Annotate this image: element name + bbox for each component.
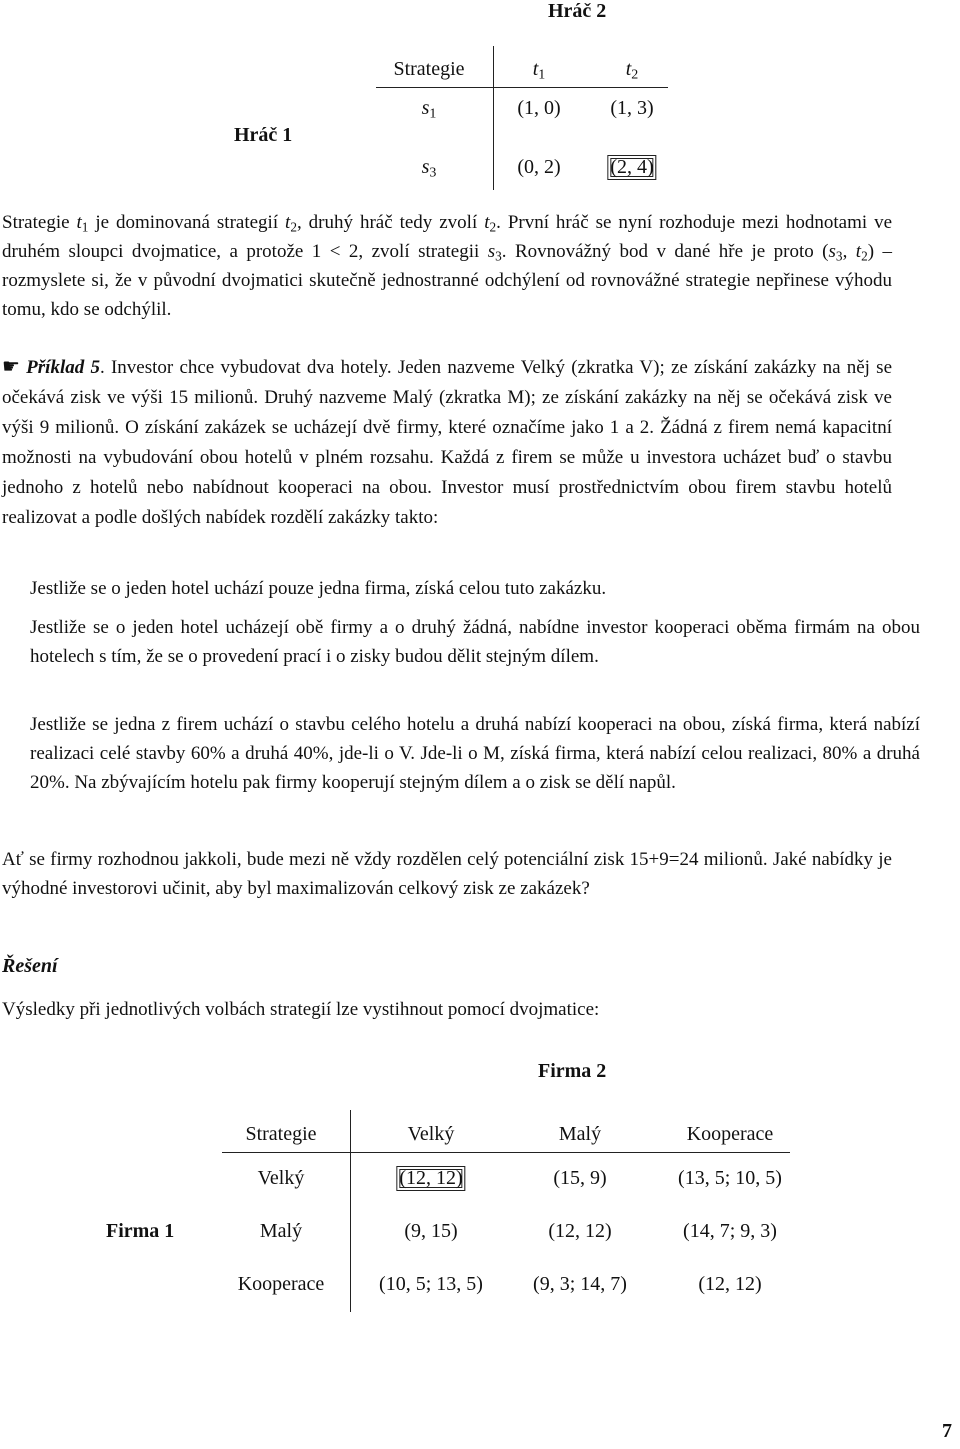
row-s3-strategy: $s_3$ [421, 156, 437, 181]
firma2-label: Firma 2 [538, 1060, 607, 1082]
paragraph-dominance: Strategie $t_1$ je dominovaná strategií $t_2$, druhý hráč tedy zvolí $t_2$. První hráč se nyní rozhoduje mezi hodnotami ve druhém sloupci dvojmatice, a protože 1 < 2, zvolí strategii $s_3$. Rovnovážný bod v dané hře je proto ($s_3$, $t_2$) – rozmyslete si, že v původní dvojmatici skutečně jednostranné odchýlení od rovnovážné strategie nepřinese výhodu tomu, kdo se odchýlil. [2, 212, 893, 320]
list-item-1: Jestliže se o jeden hotel uchází pouze jedna firma, získá celou tuto zakázku. [30, 578, 607, 599]
cell-s3-t2-equilibrium: (2, 4) [607, 155, 656, 180]
header-velky: Velký [407, 1123, 455, 1145]
list-item-2: Jestliže se o jeden hotel ucházejí obě firmy a o druhý žádná, nabídne investor kooperaci oběma firmám na obou hotelech s tím, že se o provedení prací i o zisky budou dělit stejným dílem. [30, 617, 920, 667]
row-maly-strategy: Malý [259, 1220, 303, 1242]
player1-label: Hráč 1 [234, 124, 293, 146]
cell-kooperace-kooperace: (12, 12) [698, 1273, 762, 1295]
cell-velky-velky-equilibrium: (12, 12) [396, 1166, 465, 1191]
row-velky-strategy: Velký [257, 1167, 305, 1189]
cell-s3-t1: (0, 2) [517, 156, 561, 178]
cell-maly-velky: (9, 15) [404, 1220, 458, 1242]
page-number: 7 [942, 1420, 952, 1442]
solution-text: Výsledky při jednotlivých volbách strategií lze vystihnout pomocí dvojmatice: [2, 999, 600, 1020]
cell-s1-t2: (1, 3) [610, 97, 654, 119]
cell-kooperace-maly: (9, 3; 14, 7) [533, 1273, 627, 1295]
cell-velky-maly: (15, 9) [553, 1167, 607, 1189]
header-kooperace: Kooperace [686, 1123, 774, 1145]
header-strategy: Strategie [245, 1123, 317, 1145]
cell-maly-kooperace: (14, 7; 9, 3) [683, 1220, 777, 1242]
solution-heading: Řešení [2, 955, 58, 977]
header-t2: $t_2$ [625, 58, 639, 83]
cell-kooperace-velky: (10, 5; 13, 5) [379, 1273, 483, 1295]
header-strategy: Strategie [393, 58, 465, 80]
header-t1: $t_1$ [532, 58, 546, 83]
example-label: Příklad 5 [26, 357, 100, 378]
closing-paragraph: Ať se firmy rozhodnou jakkoli, bude mezi ně vždy rozdělen celý potenciální zisk 15+9=24 milionů. Jaké nabídky je výhodné investorovi učinit, aby byl maximalizován celkový zisk ze zakázek? [2, 849, 892, 899]
example-5-text: ☛ Příklad 5. Investor chce vybudovat dva hotely. Jeden nazveme Velký (zkratka V); ze získání zakázky na něj se očekává zisk ve výši 15 milionů. Druhý nazveme Malý (zkratka M); ze získání zakázky na něj se očekává zisk ve výši 9 milionů. O získání zakázek se ucházejí dvě firmy, které označíme jako 1 a 2. Žádná z firem nemá kapacitní možnosti na vybudování obou hotelů v plném rozsahu. Každá z firem se může u investora ucházet buď o stavbu jednoho z hotelů nebo nabídnout kooperaci na obou. Investor musí prostřednictvím obou firem stavbu hotelů realizovat a podle došlých nabídek rozdělí zakázky takto: [2, 354, 892, 528]
column-divider [350, 1110, 351, 1312]
cell-s1-t1: (1, 0) [517, 97, 561, 119]
column-divider [493, 46, 494, 190]
player2-label: Hráč 2 [548, 0, 607, 22]
header-rule [222, 1152, 790, 1153]
row-kooperace-strategy: Kooperace [237, 1273, 325, 1295]
cell-velky-kooperace: (13, 5; 10, 5) [678, 1167, 782, 1189]
list-item-3: Jestliže se jedna z firem uchází o stavbu celého hotelu a druhá nabízí kooperaci na obou, získá firma, která nabízí realizaci celé stavby 60% a druhá 40%, jde-li o V. Jde-li o M, získá firma, která nabízí celou realizaci, 80% a druhá 20%. Na zbývajícím hotelu pak firmy kooperují stejným dílem a o zisk se dělí napůl. [30, 714, 920, 793]
header-maly: Malý [558, 1123, 602, 1145]
row-s1-strategy: $s_1$ [421, 97, 437, 122]
cell-maly-maly: (12, 12) [548, 1220, 612, 1242]
pointing-hand-icon: ☛ [2, 354, 20, 378]
firma1-label: Firma 1 [106, 1220, 175, 1242]
header-rule [376, 87, 668, 88]
